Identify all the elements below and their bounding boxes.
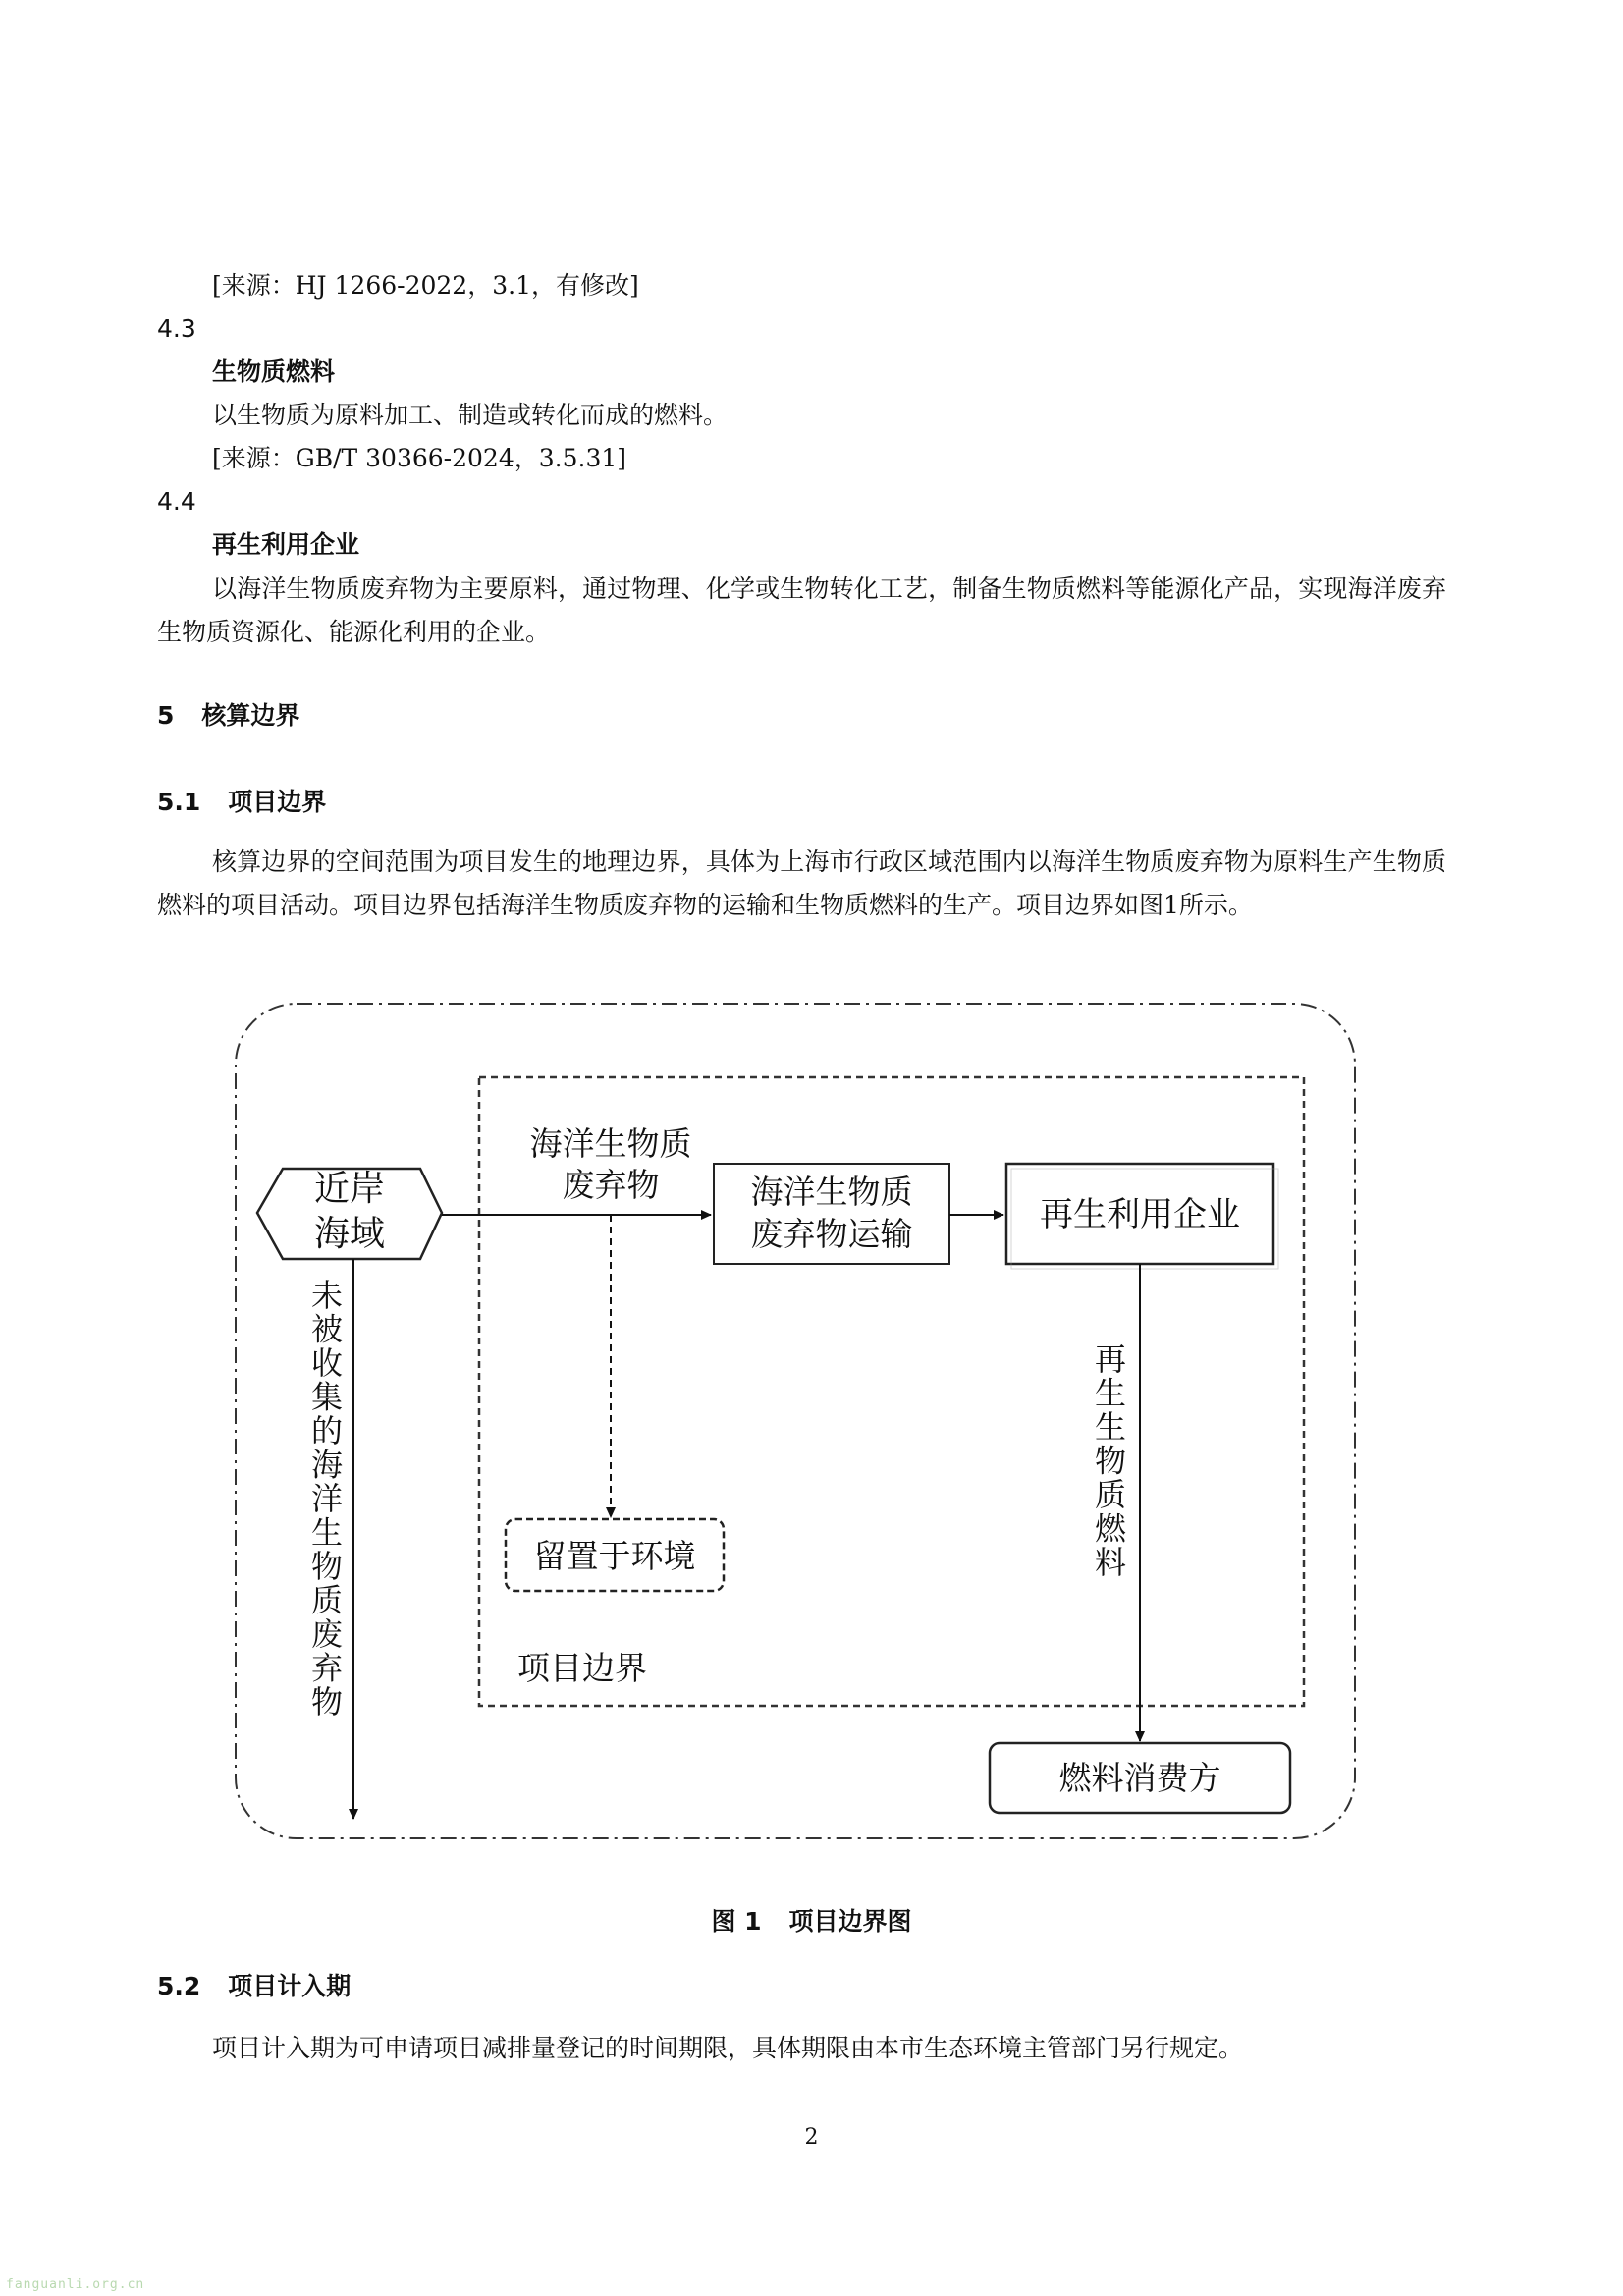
section-title: 项目计入期	[228, 1972, 352, 2000]
flow-label-line2: 废弃物	[562, 1166, 660, 1204]
watermark: fanguanli.org.cn	[6, 2277, 145, 2292]
vertical-label-char: 生	[1094, 1374, 1127, 1412]
vertical-label-char: 料	[1094, 1544, 1127, 1581]
transport-label-line1: 海洋生物质	[750, 1173, 913, 1211]
enterprise-label: 再生利用企业	[1040, 1195, 1240, 1234]
section-heading-5-2	[157, 1970, 351, 2003]
section-number: 5.2	[157, 1972, 201, 2000]
definition-4-4: 以海洋生物质废弃物为主要原料，通过物理、化学或生物转化工艺，制备生物质燃料等能源化产品，实现海洋废弃生物质资源化、能源化利用的企业。	[157, 574, 1446, 646]
section-title: 核算边界	[201, 701, 300, 730]
outer-geographic-boundary	[236, 1004, 1355, 1838]
left-in-environment-label: 留置于环境	[533, 1537, 696, 1575]
body-5-1: 核算边界的空间范围为项目发生的地理边界，具体为上海市行政区域范围内以海洋生物质废弃物为原料生产生物质燃料的项目活动。项目边界包括海洋生物质废弃物的运输和生物质燃料的生产。项目边界如图1所示。	[157, 847, 1446, 919]
vertical-label-char: 洋	[310, 1480, 344, 1517]
term-4-3: 生物质燃料	[212, 357, 336, 386]
uncollected-waste-label	[311, 1277, 343, 1721]
page-number: 2	[804, 2125, 819, 2150]
vertical-label-char: 生	[1094, 1408, 1127, 1446]
vertical-label-char: 质	[310, 1581, 344, 1619]
vertical-label-char: 的	[310, 1412, 344, 1449]
figure-caption	[0, 1905, 1623, 1939]
source-note-4-2: [来源：HJ 1266-2022，3.1，有修改]	[212, 271, 639, 300]
vertical-label-char: 被	[310, 1310, 344, 1348]
coastal-label-line2: 海域	[313, 1214, 386, 1254]
biomass-fuel-label	[1095, 1340, 1127, 1581]
definition-4-3: 以生物质为原料加工、制造或转化而成的燃料。	[212, 401, 729, 429]
project-boundary-label: 项目边界	[517, 1649, 647, 1687]
fuel-consumer-label: 燃料消费方	[1058, 1759, 1221, 1797]
clause-number-4-3: 4.3	[157, 314, 196, 343]
vertical-label-char: 集	[310, 1378, 344, 1416]
figure-title: 项目边界图	[788, 1907, 912, 1936]
vertical-label-char: 收	[310, 1344, 344, 1382]
term-4-4: 再生利用企业	[212, 530, 360, 559]
section-title: 项目边界	[228, 788, 327, 816]
clause-number-4-4: 4.4	[157, 487, 196, 516]
coastal-label-line1: 近岸	[313, 1169, 386, 1209]
flow-label-line1: 海洋生物质	[529, 1124, 692, 1163]
transport-label-line2: 废弃物运输	[750, 1215, 913, 1253]
vertical-label-char: 物	[1094, 1442, 1127, 1480]
figure-number: 图 1	[711, 1907, 762, 1936]
section-number: 5.1	[157, 788, 201, 816]
vertical-label-char: 再	[1094, 1340, 1127, 1378]
vertical-label-char: 质	[1094, 1476, 1127, 1513]
vertical-label-char: 燃	[1094, 1509, 1127, 1548]
source-note-4-3: [来源：GB/T 30366-2024，3.5.31]	[212, 444, 627, 472]
vertical-label-char: 物	[310, 1548, 344, 1585]
vertical-label-char: 未	[310, 1277, 344, 1314]
vertical-label-char: 海	[310, 1446, 344, 1484]
body-5-2: 项目计入期为可申请项目减排量登记的时间期限，具体期限由本市生态环境主管部门另行规定。	[212, 2034, 1244, 2062]
vertical-label-char: 弃	[310, 1649, 344, 1687]
section-number: 5	[157, 701, 175, 730]
vertical-label-char: 生	[310, 1513, 344, 1552]
vertical-label-char: 物	[310, 1683, 344, 1721]
vertical-label-char: 废	[310, 1615, 344, 1653]
